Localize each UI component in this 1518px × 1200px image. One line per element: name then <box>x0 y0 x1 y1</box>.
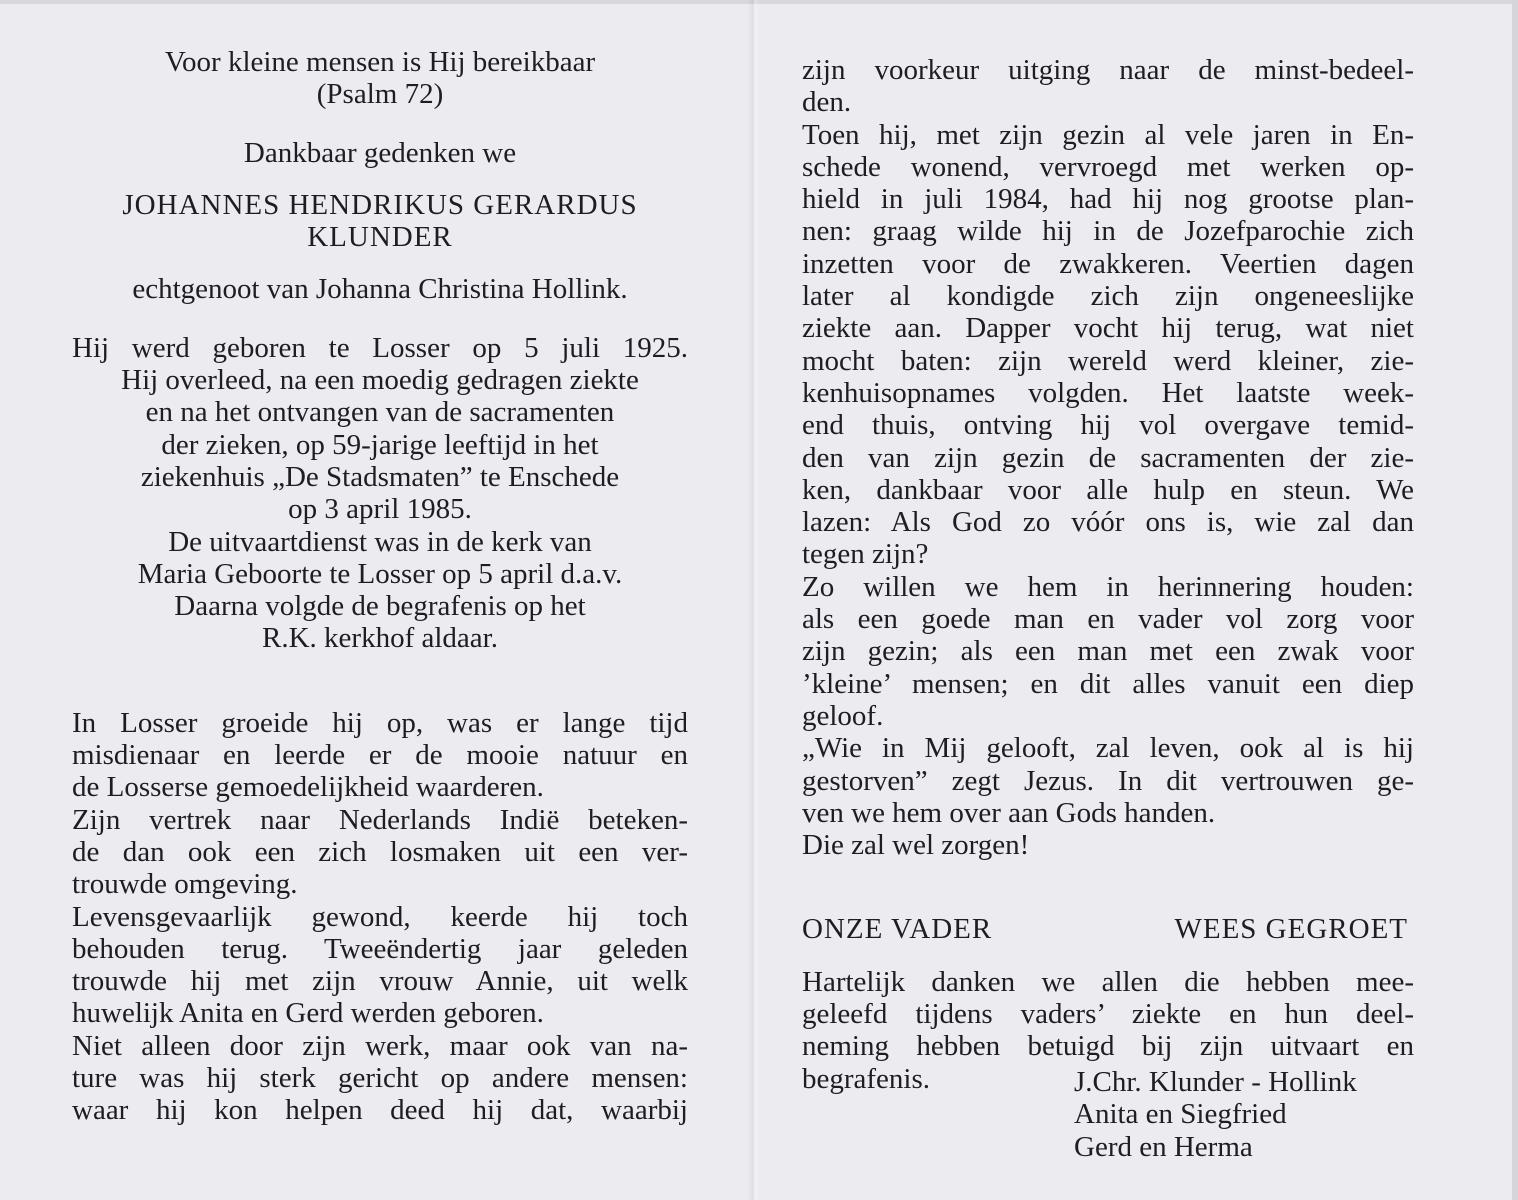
story-line: waar hij kon helpen deed hij dat, waarbij <box>72 1094 688 1127</box>
story-line: ture was hij sterk gericht op andere mensen: <box>72 1062 688 1095</box>
story-line: Zo willen we hem in herinnering houden: <box>802 570 1414 603</box>
bio-line: der zieken, op 59-jarige leeftijd in het <box>161 428 599 461</box>
bio-line: op 3 april 1985. <box>288 493 472 526</box>
story-line: zijn voorkeur uitging naar de minst-bedeel- <box>802 54 1414 86</box>
story-line: end thuis, ontving hij vol overgave temid- <box>802 409 1414 442</box>
story-line: trouwde hij met zijn vrouw Annie, uit welk <box>72 965 688 998</box>
thanks-line: begrafenis. <box>802 1062 931 1095</box>
story-line: als een goede man en vader vol zorg voor <box>802 603 1414 636</box>
signature-line: Gerd en Herma <box>1074 1130 1253 1163</box>
motto-line: Voor kleine mensen is Hij bereikbaar <box>164 46 596 78</box>
life-story-left <box>72 707 688 1127</box>
story-line: mocht baten: zijn wereld werd kleiner, zie- <box>802 344 1414 377</box>
prayer-hail-mary: WEES GEGROET <box>1174 913 1408 946</box>
life-story-right <box>802 54 1414 861</box>
intro-line: Dankbaar gedenken we <box>243 136 517 169</box>
story-line: Toen hij, met zijn gezin al vele jaren in En- <box>802 118 1414 151</box>
story-line: geloof. <box>802 699 884 732</box>
bio-line: ziekenhuis „De Stadsmaten” te Enschede <box>140 460 620 493</box>
story-line: lazen: Als God zo vóór ons is, wie zal dan <box>802 506 1414 539</box>
story-line: tegen zijn? <box>802 538 929 571</box>
story-line: behouden terug. Tweeëndertig jaar geleden <box>72 932 688 965</box>
story-line: den van zijn gezin de sacramenten der zie- <box>802 441 1414 474</box>
story-line: Niet alleen door zijn werk, maar ook van na- <box>72 1029 688 1062</box>
bio-line: Daarna volgde de begrafenis op het <box>174 590 586 623</box>
story-line: ken, dankbaar voor alle hulp en steun. We <box>802 473 1414 506</box>
story-line: trouwde omgeving. <box>72 868 298 901</box>
story-line: Die zal wel zorgen! <box>802 829 1030 862</box>
deceased-surname: KLUNDER <box>307 221 453 254</box>
bio-line: De uitvaartdienst was in de kerk van <box>168 525 592 558</box>
prayer-titles <box>802 913 1408 945</box>
card-fold <box>748 0 760 1200</box>
story-line: inzetten voor de zwakkeren. Veertien dagen <box>802 247 1414 280</box>
bio-line: R.K. kerkhof aldaar. <box>262 622 498 655</box>
biography-block <box>72 332 688 655</box>
story-line: gestorven” zegt Jezus. In dit vertrouwen ge- <box>802 764 1414 797</box>
story-line: Zijn vertrek naar Nederlands Indië beteken- <box>72 803 688 836</box>
prayer-our-father: ONZE VADER <box>802 913 993 946</box>
story-line: zijn gezin; als een man met een zwak voor <box>802 635 1414 668</box>
story-line: misdienaar en leerde er de mooie natuur en <box>72 739 688 772</box>
deceased-given-names: JOHANNES HENDRIKUS GERARDUS <box>122 188 638 221</box>
story-line: later al kondigde zich zijn ongeneeslijke <box>802 280 1414 313</box>
story-line: schede wonend, vervroegd met werken op- <box>802 150 1414 183</box>
story-line: ’kleine’ mensen; en dit alles vanuit een diep <box>802 667 1414 700</box>
family-signature <box>1074 1066 1357 1163</box>
card-right-edge <box>1512 0 1518 1200</box>
spouse-line: echtgenoot van Johanna Christina Hollink. <box>132 273 628 306</box>
signature-line: J.Chr. Klunder - Hollink <box>1074 1066 1357 1098</box>
story-line: Levensgevaarlijk gewond, keerde hij toch <box>72 900 688 933</box>
story-line: In Losser groeide hij op, was er lange tijd <box>72 706 688 739</box>
story-line: huwelijk Anita en Gerd werden geboren. <box>72 997 544 1030</box>
story-line: de dan ook een zich losmaken uit een ver- <box>72 835 688 868</box>
bio-line: Hij werd geboren te Losser op 5 juli 1925. <box>72 331 688 364</box>
motto-reference: (Psalm 72) <box>316 78 444 111</box>
story-line: nen: graag wilde hij in de Jozefparochie zich <box>802 215 1414 248</box>
story-line: de Losserse gemoedelijkheid waarderen. <box>72 771 544 804</box>
bio-line: Hij overleed, na een moedig gedragen ziekte <box>121 364 639 397</box>
story-line: den. <box>802 86 852 119</box>
signature-line: Anita en Siegfried <box>1074 1098 1287 1131</box>
thanks-line: neming hebben betuigd bij zijn uitvaart en <box>802 1030 1414 1063</box>
story-line: „Wie in Mij gelooft, zal leven, ook al is hij <box>802 732 1414 765</box>
story-line: ziekte aan. Dapper vocht hij terug, wat niet <box>802 312 1414 345</box>
bio-line: Maria Geboorte te Losser op 5 april d.a.v. <box>137 557 623 590</box>
thanks-line: Hartelijk danken we allen die hebben mee- <box>802 965 1414 998</box>
story-line: ven we hem over aan Gods handen. <box>802 796 1216 829</box>
left-panel <box>72 46 688 1127</box>
bio-line: en na het ontvangen van de sacramenten <box>145 396 615 429</box>
right-panel <box>802 54 1414 1095</box>
thanks-line: geleefd tijdens vaders’ ziekte en hun deel- <box>802 998 1414 1031</box>
story-line: kenhuisopnames volgden. Het laatste week- <box>802 376 1414 409</box>
story-line: hield in juli 1984, had hij nog grootse plan- <box>802 183 1414 216</box>
